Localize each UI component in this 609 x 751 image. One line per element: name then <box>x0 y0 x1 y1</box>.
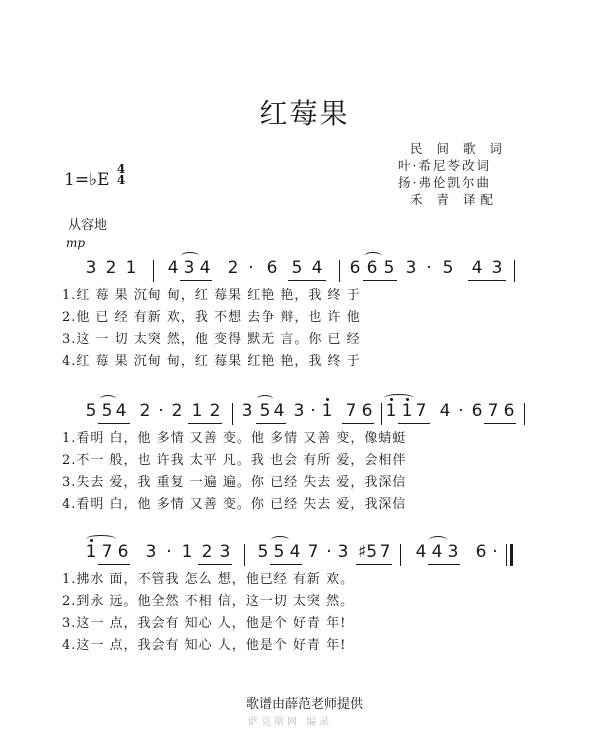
beam-underline <box>484 423 516 424</box>
notation-digit: 6 <box>475 542 487 562</box>
key-signature: 1=♭E <box>64 170 110 190</box>
notation-digit: 3 <box>293 401 305 421</box>
tie-arc <box>364 252 382 260</box>
beam-underline <box>98 423 130 424</box>
notation-digit: · <box>326 542 332 562</box>
notation-digit: 1 <box>125 258 137 278</box>
notation-digit: 1 <box>385 401 397 421</box>
lyric-line: 2.到永 远。他全然 不相 信，这一切 太突 然。 <box>62 594 355 609</box>
credit-lyrics-folk: 民 间 歌 词 <box>410 141 507 156</box>
notation-digit: 4 <box>415 542 427 562</box>
lyric-line: 1.红 莓 果 沉甸 甸，红 莓果 红艳 艳，我 终 于 <box>62 288 361 303</box>
notation-digit: 5 <box>442 258 454 278</box>
bar-line <box>510 544 513 566</box>
notation-digit: 3 <box>447 542 459 562</box>
tie-arc <box>257 395 273 403</box>
bar-line <box>339 260 340 282</box>
notation-digit: 3 <box>183 258 195 278</box>
bar-line <box>506 544 507 566</box>
bar-line <box>524 403 525 425</box>
notation-row-1 <box>62 258 532 282</box>
octave-dot <box>326 398 329 401</box>
beam-underline <box>256 423 286 424</box>
notation-digit: 2 <box>227 258 239 278</box>
notation-digit: 4 <box>289 542 301 562</box>
notation-digit: 5 <box>273 542 285 562</box>
beam-underline <box>342 423 374 424</box>
notation-digit: 5 <box>291 258 303 278</box>
notation-digit: 3 <box>145 542 157 562</box>
beam-underline <box>468 280 506 281</box>
lyric-line: 4.红 莓 果 沉甸 甸，红 莓果 红艳 艳，我 终 于 <box>62 354 361 369</box>
lyric-line: 3.失去 爱，我 重复 一遍 遍。你 已经 失去 爱，我深信 <box>62 475 407 490</box>
time-signature <box>116 164 126 186</box>
tie-arc <box>271 536 289 544</box>
beam-underline <box>288 280 326 281</box>
notation-row-2 <box>62 401 532 425</box>
notation-digit: 2 <box>139 401 151 421</box>
notation-digit: 7 <box>345 401 357 421</box>
notation-digit: 4 <box>431 542 443 562</box>
footer-credit: 歌谱由薛范老师提供 <box>245 697 363 712</box>
lyric-line: 1.拂水 面，不管我 怎么 想，他已经 有新 欢。 <box>62 572 355 587</box>
notation-digit: 4 <box>199 258 211 278</box>
notation-digit: 6 <box>349 258 361 278</box>
footer-watermark: 萨克斯网 编录 <box>248 717 333 728</box>
beam-underline <box>363 280 397 281</box>
notation-digit: · <box>310 401 316 421</box>
notation-digit: 7 <box>379 542 391 562</box>
notation-digit: 7 <box>307 542 319 562</box>
lyric-line: 3.这 一 切 太突 然，他 变得 默无 言。你 已 经 <box>62 332 361 347</box>
notation-digit: 6 <box>471 401 483 421</box>
notation-digit: 3 <box>491 258 503 278</box>
credit-composer: 扬·弗伦凯尔曲 <box>398 175 491 190</box>
notation-digit: 6 <box>117 542 129 562</box>
lyric-line: 3.这一 点，我会有 知心 人，他是个 好青 年! <box>62 616 347 631</box>
beam-underline <box>398 423 430 424</box>
notation-digit: 3 <box>405 258 417 278</box>
notation-digit: 1 <box>321 401 333 421</box>
notation-digit: 4 <box>273 401 285 421</box>
beam-underline <box>270 564 302 565</box>
notation-digit: 7 <box>487 401 499 421</box>
notation-digit: 6 <box>361 401 373 421</box>
notation-digit: · <box>248 258 254 278</box>
notation-digit: 3 <box>241 401 253 421</box>
beam-underline <box>98 564 130 565</box>
notation-digit: 2 <box>201 542 213 562</box>
notation-digit: 7 <box>415 401 427 421</box>
notation-digit: 7 <box>101 542 113 562</box>
notation-digit: 4 <box>439 401 451 421</box>
lyric-line: 2.不一 般，也 许我 太平 凡。我 也会 有所 爱，会相伴 <box>62 453 407 468</box>
time-signature-bottom: 4 <box>116 173 126 187</box>
notation-digit: 6 <box>366 258 378 278</box>
tie-arc <box>100 395 116 403</box>
beam-underline <box>180 280 212 281</box>
notation-digit: 5 <box>259 401 271 421</box>
notation-digit: 1 <box>85 542 97 562</box>
dynamic-marking: mp <box>66 236 86 250</box>
notation-digit: 5 <box>85 401 97 421</box>
notation-digit: 2 <box>105 258 117 278</box>
tie-arc <box>181 252 199 260</box>
lyric-line: 2.他 已 经 有新 欢，我 不想 去争 辩，也 许 他 <box>62 310 361 325</box>
beam-underline <box>356 564 392 565</box>
lyric-line: 4.这一 点，我会有 知心 人，他是个 好青 年! <box>62 638 347 653</box>
beam-underline <box>428 564 460 565</box>
notation-digit: ♯5 <box>358 542 378 562</box>
notation-digit: 3 <box>337 542 349 562</box>
notation-digit: 6 <box>266 258 278 278</box>
notation-digit: 5 <box>101 401 113 421</box>
bar-line <box>232 403 233 425</box>
bar-line <box>514 260 515 282</box>
credit-translator: 禾 青 译配 <box>410 192 498 207</box>
notation-digit: 4 <box>471 258 483 278</box>
notation-digit: · <box>158 401 164 421</box>
notation-digit: 5 <box>383 258 395 278</box>
notation-digit: · <box>426 258 432 278</box>
notation-digit: 3 <box>85 258 97 278</box>
notation-digit: 2 <box>171 401 183 421</box>
tempo-marking: 从容地 <box>68 218 108 233</box>
notation-digit: 1 <box>401 401 413 421</box>
notation-digit: · <box>166 542 172 562</box>
notation-digit: 4 <box>167 258 179 278</box>
credit-lyrics-revised: 叶·希尼苓改词 <box>398 158 491 173</box>
tie-arc <box>384 394 414 402</box>
notation-digit: 3 <box>219 542 231 562</box>
bar-line <box>400 544 401 566</box>
tie-arc <box>86 535 116 543</box>
lyric-line: 4.看明 白，他 多情 又善 变。你 已经 失去 爱，我深信 <box>62 497 407 512</box>
notation-digit: 1 <box>191 401 203 421</box>
notation-digit: 1 <box>181 542 193 562</box>
notation-row-3 <box>62 542 532 566</box>
song-title: 红莓果 <box>259 97 350 130</box>
bar-line <box>153 260 154 282</box>
tie-arc <box>429 536 447 544</box>
bar-line <box>244 544 245 566</box>
time-signature-top: 4 <box>116 162 126 176</box>
beam-underline <box>198 564 232 565</box>
notation-digit: 5 <box>257 542 269 562</box>
lyric-line: 1.看明 白，他 多情 又善 变。他 多情 又善 变，像蜻蜓 <box>62 431 407 446</box>
bar-line <box>381 403 382 425</box>
notation-digit: · <box>492 542 498 562</box>
notation-digit: 6 <box>503 401 515 421</box>
beam-underline <box>188 423 222 424</box>
notation-digit: 4 <box>115 401 127 421</box>
notation-digit: · <box>458 401 464 421</box>
notation-digit: 4 <box>311 258 323 278</box>
notation-digit: 2 <box>209 401 221 421</box>
